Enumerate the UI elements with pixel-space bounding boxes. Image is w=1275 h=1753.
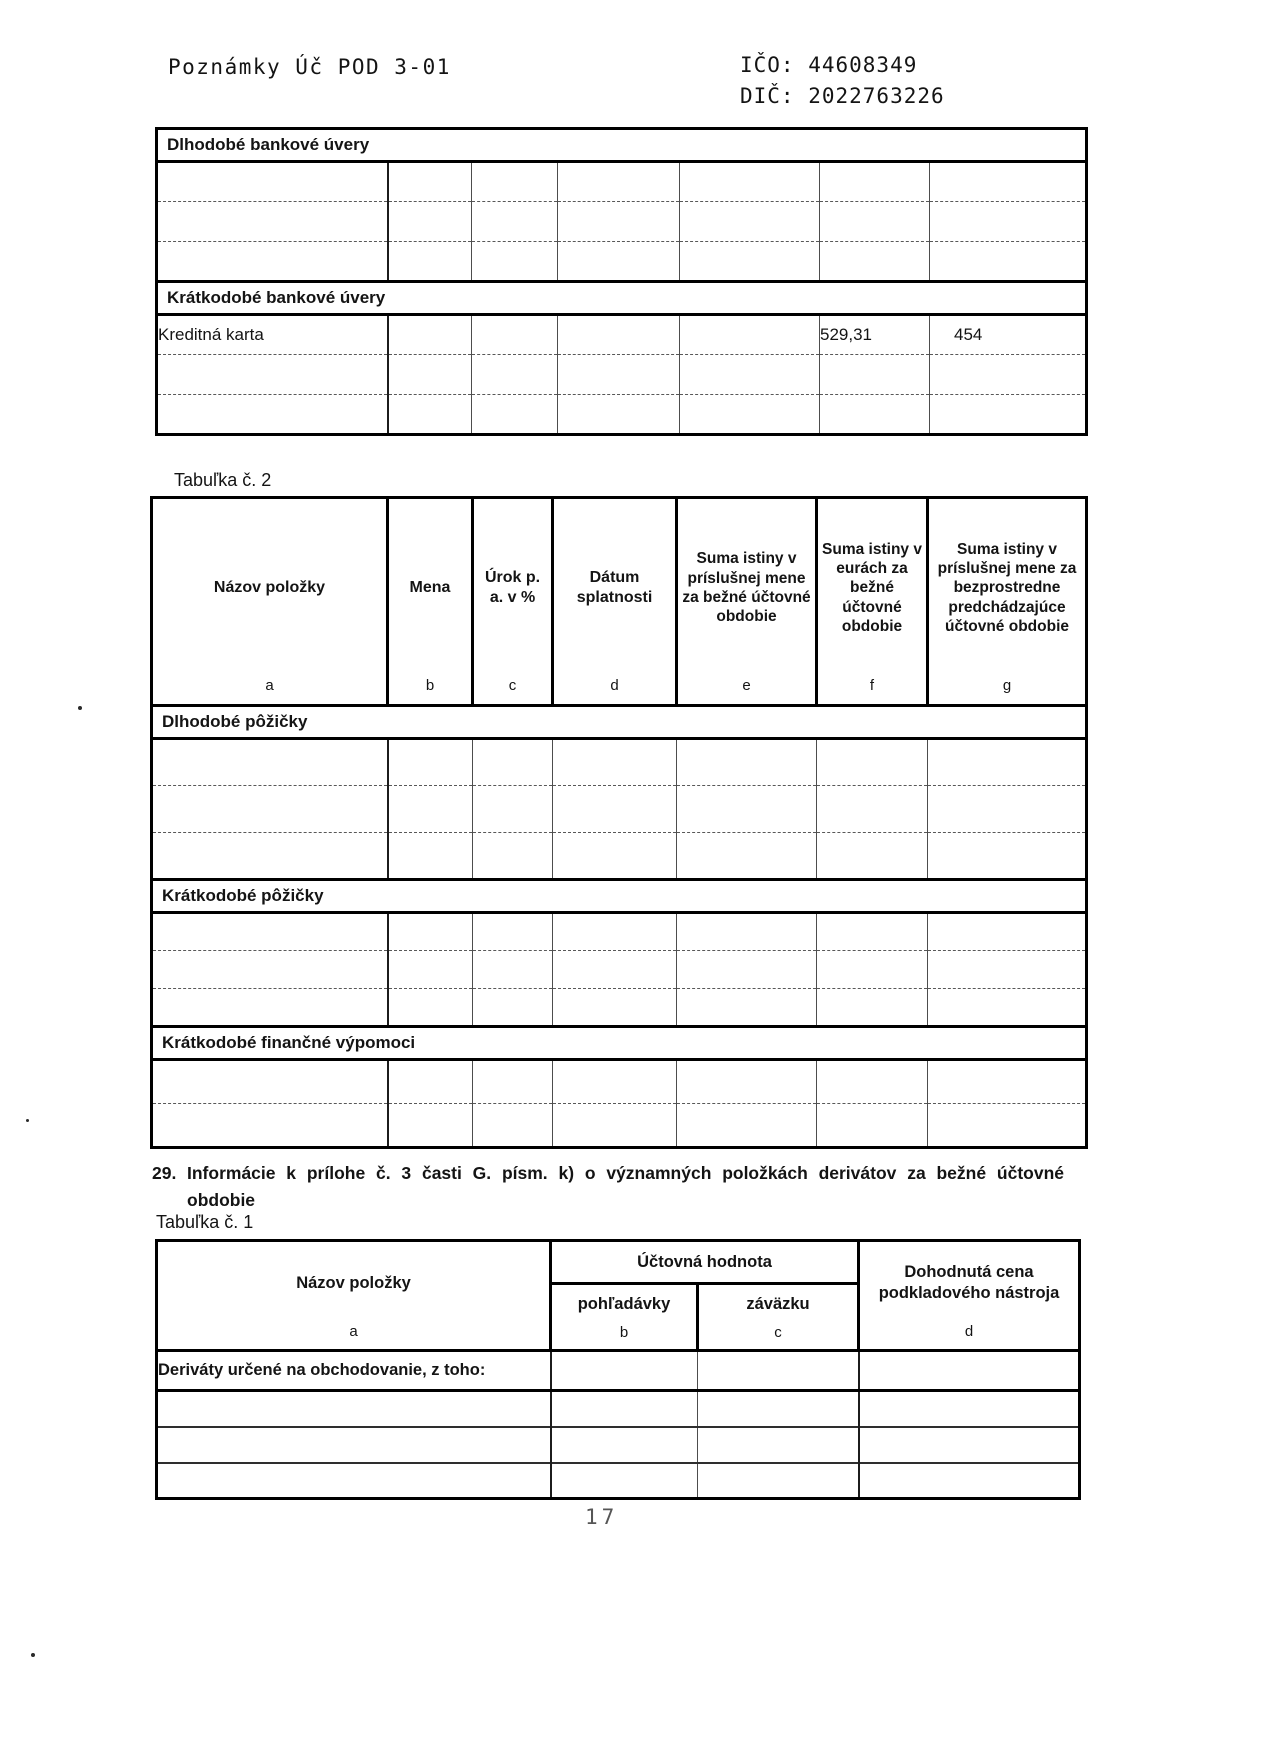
table-row (157, 315, 1087, 355)
empty-cell (473, 1060, 553, 1104)
column-header (928, 498, 1087, 706)
table-row (157, 1391, 1080, 1427)
column-letter: d (610, 677, 619, 694)
empty-cell (820, 242, 930, 282)
column-letter: a (265, 677, 274, 694)
empty-cell (553, 739, 677, 786)
empty-cell (680, 162, 820, 202)
empty-cell (698, 1463, 859, 1499)
table-row (152, 1060, 1087, 1104)
empty-cell (698, 1427, 859, 1463)
empty-cell (820, 162, 930, 202)
empty-cell (817, 1060, 928, 1104)
amount-cell: 529,31 (820, 315, 930, 355)
empty-cell (930, 395, 1087, 435)
section-title: Krátkodobé pôžičky (152, 880, 1087, 913)
column-letter: a (349, 1322, 358, 1340)
section-title: Krátkodobé bankové úvery (157, 282, 1087, 315)
company-ids (740, 50, 945, 112)
section-header-row (152, 880, 1087, 913)
section-title: Dlhodobé bankové úvery (157, 129, 1087, 162)
empty-cell (817, 739, 928, 786)
empty-cell (551, 1351, 698, 1391)
column-label: Dohodnutá cena podkladového nástroja (878, 1263, 1060, 1302)
column-header (473, 498, 553, 706)
empty-cell (928, 913, 1087, 951)
empty-cell (928, 786, 1087, 833)
empty-cell (859, 1391, 1080, 1427)
column-label: Suma istiny v eurách za bežné účtovné obdobie (822, 540, 922, 636)
table-row (152, 786, 1087, 833)
empty-cell (558, 162, 680, 202)
loans-detail-table (150, 496, 1088, 1149)
empty-cell (680, 242, 820, 282)
table-row (157, 162, 1087, 202)
group-header (551, 1241, 859, 1284)
empty-cell (388, 833, 473, 880)
empty-cell (472, 315, 558, 355)
empty-cell (152, 1104, 388, 1148)
empty-cell (677, 1104, 817, 1148)
item-name-cell: Kreditná karta (157, 315, 388, 355)
empty-cell (157, 1391, 551, 1427)
empty-cell (928, 739, 1087, 786)
bank-loans-table (155, 127, 1088, 436)
empty-cell (930, 202, 1087, 242)
section-header-row (152, 1027, 1087, 1060)
empty-cell (388, 913, 473, 951)
section-title: Dlhodobé pôžičky (152, 706, 1087, 739)
empty-cell (473, 1104, 553, 1148)
empty-cell (472, 395, 558, 435)
empty-cell (157, 242, 388, 282)
empty-cell (553, 1104, 677, 1148)
column-letter: c (508, 677, 517, 694)
empty-cell (388, 355, 472, 395)
table-row (157, 395, 1087, 435)
table-row (157, 1463, 1080, 1499)
note-number: 29. (152, 1163, 177, 1183)
empty-cell (152, 913, 388, 951)
table-row (152, 1104, 1087, 1148)
note-29 (152, 1160, 1064, 1214)
empty-cell (930, 162, 1087, 202)
column-label: Úrok p. a. v % (484, 569, 541, 606)
empty-cell (553, 786, 677, 833)
empty-cell (558, 315, 680, 355)
empty-cell (551, 1391, 698, 1427)
empty-cell (152, 833, 388, 880)
amount-cell: 454 (930, 315, 1087, 355)
empty-cell (388, 162, 472, 202)
column-label: Názov položky (213, 579, 326, 596)
table-row (157, 355, 1087, 395)
empty-cell (680, 355, 820, 395)
page-number: 17 (585, 1505, 619, 1529)
table-row (152, 739, 1087, 786)
empty-cell (553, 1060, 677, 1104)
empty-cell (472, 242, 558, 282)
table2-label: Tabuľka č. 2 (174, 470, 272, 490)
empty-cell (157, 202, 388, 242)
table-row (152, 913, 1087, 951)
empty-cell (553, 913, 677, 951)
column-header-row (152, 498, 1087, 706)
column-letter: f (869, 677, 875, 694)
table-row (157, 242, 1087, 282)
note-text-line1: Informácie k prílohe č. 3 časti G. písm. k) o významných položkách derivátov za bežné účtovné (187, 1163, 1064, 1183)
empty-cell (677, 833, 817, 880)
empty-cell (553, 989, 677, 1027)
column-label: Mena (409, 579, 451, 596)
empty-cell (388, 1060, 473, 1104)
empty-cell (553, 833, 677, 880)
empty-cell (388, 242, 472, 282)
empty-cell (930, 355, 1087, 395)
empty-cell (157, 1463, 551, 1499)
empty-cell (473, 951, 553, 989)
empty-cell (472, 355, 558, 395)
empty-cell (157, 355, 388, 395)
empty-cell (677, 786, 817, 833)
empty-cell (157, 162, 388, 202)
empty-cell (820, 202, 930, 242)
empty-cell (473, 786, 553, 833)
empty-cell (388, 989, 473, 1027)
column-letter: b (619, 1324, 629, 1341)
section-header-row (152, 706, 1087, 739)
table-row (152, 833, 1087, 880)
empty-cell (859, 1463, 1080, 1499)
empty-cell (930, 242, 1087, 282)
table-row (157, 202, 1087, 242)
table-row (152, 989, 1087, 1027)
scan-speck (31, 1653, 35, 1657)
empty-cell (859, 1427, 1080, 1463)
empty-cell (388, 951, 473, 989)
empty-cell (473, 989, 553, 1027)
empty-cell (680, 315, 820, 355)
empty-cell (677, 739, 817, 786)
section-title: Krátkodobé finančné výpomoci (152, 1027, 1087, 1060)
column-header (698, 1284, 859, 1351)
column-header (859, 1241, 1080, 1351)
empty-cell (157, 395, 388, 435)
empty-cell (928, 1104, 1087, 1148)
empty-cell (817, 913, 928, 951)
empty-cell (551, 1427, 698, 1463)
empty-cell (558, 202, 680, 242)
empty-cell (553, 951, 677, 989)
empty-cell (677, 989, 817, 1027)
empty-cell (820, 395, 930, 435)
column-label: záväzku (746, 1295, 810, 1313)
empty-cell (928, 951, 1087, 989)
empty-cell (472, 202, 558, 242)
empty-cell (388, 1104, 473, 1148)
empty-cell (677, 951, 817, 989)
empty-cell (817, 833, 928, 880)
column-label: Suma istiny v príslušnej mene za bežné účtovné obdobie (682, 550, 811, 626)
empty-cell (388, 739, 473, 786)
empty-cell (157, 1427, 551, 1463)
column-header (152, 498, 388, 706)
column-letter: e (742, 677, 751, 694)
empty-cell (698, 1391, 859, 1427)
empty-cell (698, 1351, 859, 1391)
column-header (677, 498, 817, 706)
note-text-line2: obdobie (187, 1190, 256, 1210)
empty-cell (928, 989, 1087, 1027)
column-letter: b (425, 677, 435, 694)
column-letter: c (774, 1324, 782, 1341)
column-header (551, 1284, 698, 1351)
empty-cell (152, 786, 388, 833)
empty-cell (817, 1104, 928, 1148)
group-label: Účtovná hodnota (637, 1252, 772, 1271)
column-label: Suma istiny v príslušnej mene za bezprostredne predchádzajúce účtovné obdobie (937, 540, 1077, 636)
column-label: pohľadávky (577, 1295, 671, 1313)
scan-speck (78, 706, 82, 710)
column-header (157, 1241, 551, 1351)
empty-cell (558, 395, 680, 435)
empty-cell (817, 951, 928, 989)
column-header (553, 498, 677, 706)
empty-cell (388, 315, 472, 355)
column-header-row (157, 1241, 1080, 1284)
table-row (157, 1351, 1080, 1391)
scan-speck (26, 1119, 29, 1122)
table1-label: Tabuľka č. 1 (156, 1212, 254, 1232)
column-header (388, 498, 473, 706)
column-header (817, 498, 928, 706)
column-label: Dátum splatnosti (576, 569, 653, 606)
empty-cell (677, 1060, 817, 1104)
empty-cell (473, 739, 553, 786)
empty-cell (859, 1351, 1080, 1391)
empty-cell (152, 989, 388, 1027)
dic-value: DIČ: 2022763226 (740, 84, 945, 108)
column-label: Názov položky (296, 1273, 411, 1292)
empty-cell (388, 202, 472, 242)
section-header-row (157, 129, 1087, 162)
empty-cell (152, 1060, 388, 1104)
empty-cell (152, 951, 388, 989)
empty-cell (680, 202, 820, 242)
item-name-cell: Deriváty určené na obchodovanie, z toho: (157, 1351, 551, 1391)
column-letter: d (964, 1322, 974, 1340)
empty-cell (677, 913, 817, 951)
empty-cell (928, 1060, 1087, 1104)
table-row (152, 951, 1087, 989)
table-row (157, 1427, 1080, 1463)
empty-cell (388, 395, 472, 435)
column-letter: g (1002, 677, 1012, 694)
empty-cell (680, 395, 820, 435)
empty-cell (152, 739, 388, 786)
empty-cell (817, 989, 928, 1027)
empty-cell (551, 1463, 698, 1499)
empty-cell (473, 913, 553, 951)
ico-value: IČO: 44608349 (740, 53, 918, 77)
empty-cell (473, 833, 553, 880)
empty-cell (558, 355, 680, 395)
empty-cell (558, 242, 680, 282)
empty-cell (820, 355, 930, 395)
form-title: Poznámky Úč POD 3-01 (168, 55, 451, 79)
empty-cell (388, 786, 473, 833)
empty-cell (817, 786, 928, 833)
section-header-row (157, 282, 1087, 315)
derivatives-table (155, 1239, 1081, 1500)
empty-cell (472, 162, 558, 202)
empty-cell (928, 833, 1087, 880)
